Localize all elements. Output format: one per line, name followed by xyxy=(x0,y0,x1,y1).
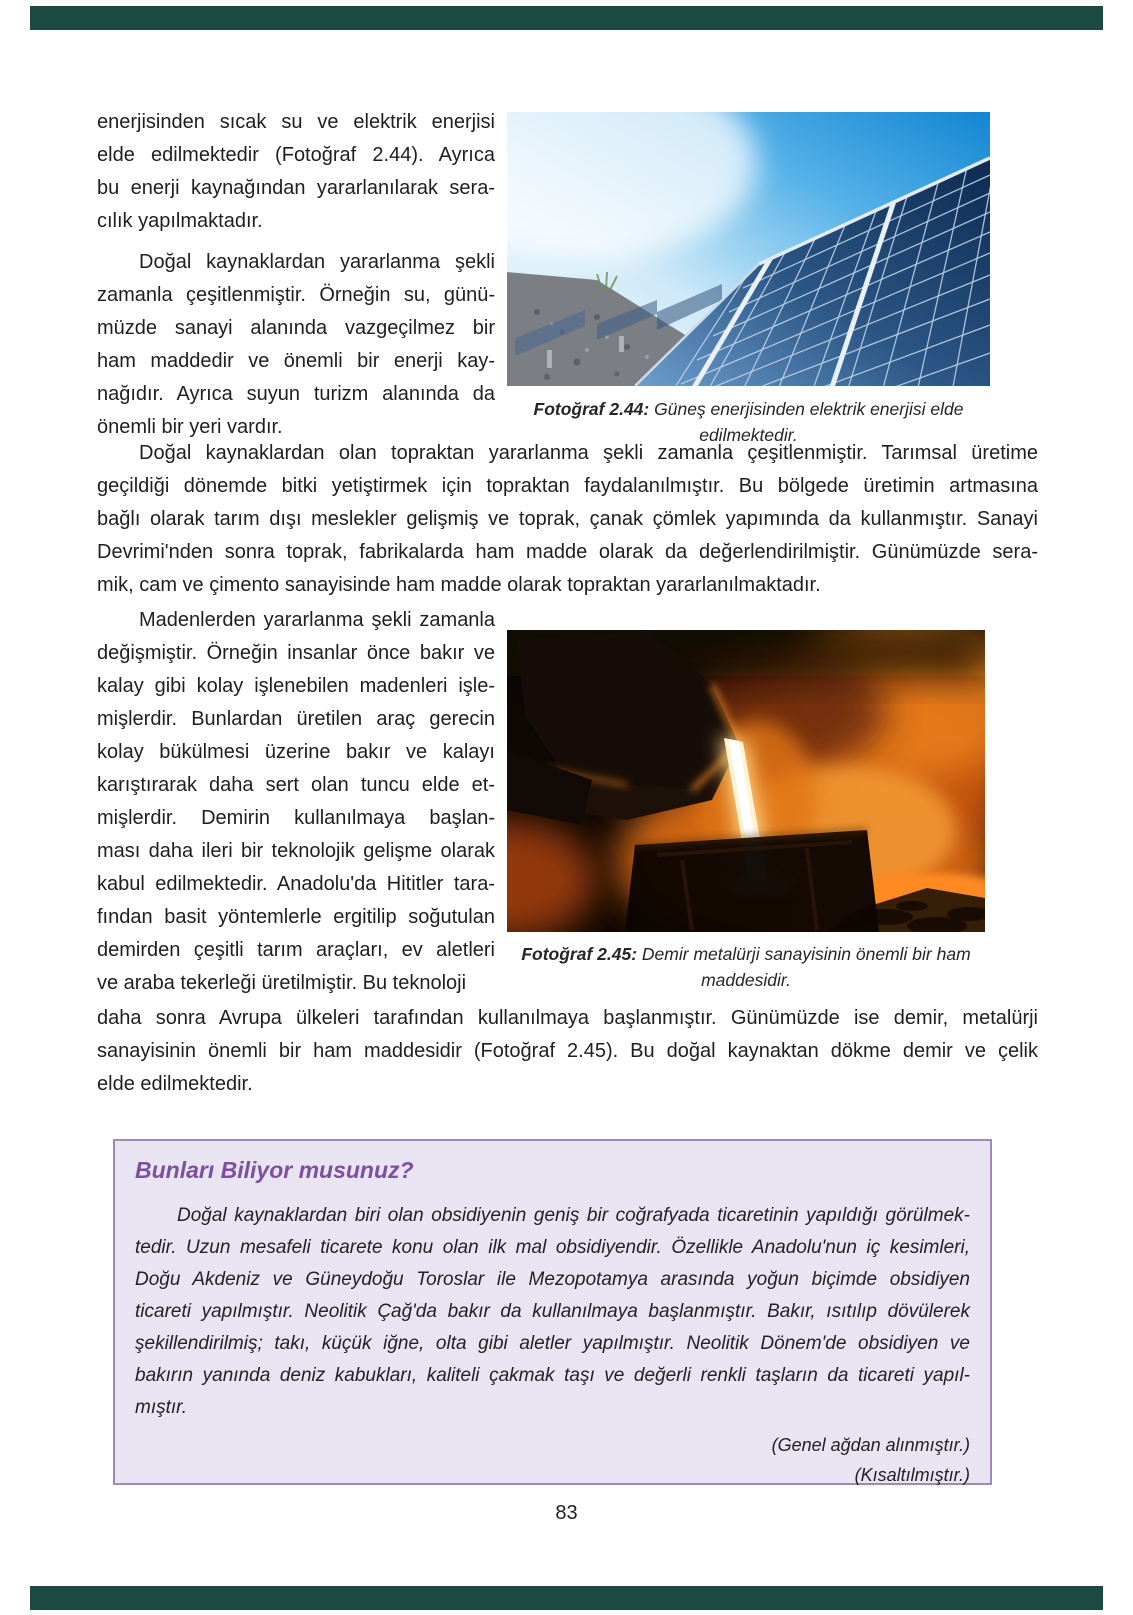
photo-solar-panels xyxy=(507,112,990,386)
caption-2-44-label: Fotoğraf 2.44: xyxy=(533,399,650,419)
solar-panels-illustration xyxy=(507,112,990,386)
credit-abridged: (Kısaltılmıştır.) xyxy=(854,1465,970,1485)
text-line: demirden çeşitli tarım araçları, ev aletleri xyxy=(97,939,495,961)
paragraph-soil xyxy=(97,437,1038,602)
did-you-know-credits xyxy=(135,1430,970,1490)
text-line: değişmiştir. Örneğin insanlar önce bakır ve xyxy=(97,642,495,664)
text-line: ması daha ileri bir teknolojik gelişme olarak xyxy=(97,840,495,862)
text-line: müzde sanayi alanında vazgeçilmez bir xyxy=(97,317,495,339)
caption-photo-2-45 xyxy=(507,941,985,993)
text-line: ve araba tekerleği üretilmiştir. Bu teknoloji xyxy=(97,972,467,994)
molten-metal-illustration xyxy=(507,630,985,932)
text-line: mik, cam ve çimento sanayisinde ham madde olarak topraktan yararlanılmaktadır. xyxy=(97,574,821,596)
did-you-know-body xyxy=(135,1200,970,1424)
text-line: mişlerdir. Demirin kullanılmaya başlan- xyxy=(97,807,495,829)
caption-2-45-text: Demir metalürji sanayisinin önemli bir ham maddesidir. xyxy=(641,944,971,990)
credit-source: (Genel ağdan alınmıştır.) xyxy=(771,1435,970,1455)
text-line: Doğal kaynaklardan yararlanma şekli xyxy=(139,251,495,273)
text-line: geçildiği dönemde bitki yetiştirmek için topraktan faydalanılmıştır. Bu bölgede üretimin artmasına xyxy=(97,475,1038,497)
paragraph-iron-industry xyxy=(97,1002,1038,1101)
text-line: zamanla çeşitlenmiştir. Örneğin su, günü- xyxy=(97,284,495,306)
text-line: kalay gibi kolay işlenebilen madenleri işle- xyxy=(97,675,495,697)
paragraph-mining xyxy=(97,604,495,1000)
text-line: karıştırarak daha sert olan tuncu elde et- xyxy=(97,774,495,796)
page-number: 83 xyxy=(555,1502,578,1524)
caption-2-44-text: Güneş enerjisinden elektrik enerjisi elde edilmektedir. xyxy=(654,399,964,445)
text-line: Madenlerden yararlanma şekli zamanla xyxy=(139,609,495,631)
text-line: kolay bükülmesi üzerine bakır ve kalayı xyxy=(97,741,495,763)
paragraph-water-resources xyxy=(97,246,495,444)
text-line: bakırın yanında deniz kabukları, kaliteli çakmak taşı ve değerli renkli taşların da ticareti yapıl- xyxy=(135,1365,970,1386)
photo-molten-metal xyxy=(507,630,985,932)
top-decorative-bar xyxy=(30,6,1103,30)
text-line: Devrimi'nden sonra toprak, fabrikalarda ham madde olarak da değerlendirilmiştir. Günümüzde sera- xyxy=(97,541,1038,563)
text-line: mişlerdir. Bunlardan üretilen araç gerecin xyxy=(97,708,495,730)
did-you-know-title: Bunları Biliyor musunuz? xyxy=(135,1157,414,1183)
paragraph-geothermal xyxy=(97,106,495,238)
text-line: sanayisinin önemli bir ham maddesidir (Fotoğraf 2.45). Bu doğal kaynaktan dökme demir ve çelik xyxy=(97,1040,1038,1062)
text-line: elde edilmektedir. xyxy=(97,1073,253,1095)
text-line: daha sonra Avrupa ülkeleri tarafından kullanılmaya başlanmıştır. Günümüzde ise demir, metalürji xyxy=(97,1007,1038,1029)
text-line: Doğal kaynaklardan biri olan obsidiyenin geniş bir coğrafyada ticaretinin yapıldığı görülmek- xyxy=(177,1205,970,1226)
text-line: Doğal kaynaklardan olan topraktan yararlanma şekli zamanla çeşitlenmiştir. Tarımsal üretime xyxy=(139,442,1038,464)
caption-2-45-label: Fotoğraf 2.45: xyxy=(521,944,638,964)
text-line: Doğu Akdeniz ve Güneydoğu Toroslar ile Mezopotamya arasında yoğun biçimde obsidiyen xyxy=(135,1269,970,1290)
text-line: nağıdır. Ayrıca suyun turizm alanında da xyxy=(97,383,495,405)
bottom-decorative-bar xyxy=(30,1586,1103,1610)
text-line: bu enerji kaynağından yararlanılarak sera- xyxy=(97,177,495,199)
text-line: tedir. Uzun mesafeli ticarete konu olan ilk mal obsidiyendir. Özellikle Anadolu'nun iç kesimleri, xyxy=(135,1237,970,1258)
text-line: mıştır. xyxy=(135,1397,188,1418)
text-line: elde edilmektedir (Fotoğraf 2.44). Ayrıca xyxy=(97,144,495,166)
text-line: bağlı olarak tarım dışı meslekler gelişmiş ve toprak, çanak çömlek yapımında da kullanmıştır. Sanayi xyxy=(97,508,1038,530)
text-line: şekillendirilmiş; takı, küçük iğne, olta gibi aletler yapılmıştır. Neolitik Dönem'de obsidiyen ve xyxy=(135,1333,970,1354)
text-line: fından basit yöntemlerle ergitilip soğutulan xyxy=(97,906,495,928)
text-line: önemli bir yeri vardır. xyxy=(97,416,283,438)
text-line: enerjisinden sıcak su ve elektrik enerjisi xyxy=(97,111,495,133)
text-line: kabul edilmektedir. Anadolu'da Hititler tara- xyxy=(97,873,495,895)
text-line: ticareti yapılmıştır. Neolitik Çağ'da bakır da kullanılmaya başlanmıştır. Bakır, ısıtılıp dövülerek xyxy=(135,1301,970,1322)
text-line: ham maddedir ve önemli bir enerji kay- xyxy=(97,350,495,372)
text-line: cılık yapılmaktadır. xyxy=(97,210,263,232)
did-you-know-box xyxy=(113,1139,992,1485)
